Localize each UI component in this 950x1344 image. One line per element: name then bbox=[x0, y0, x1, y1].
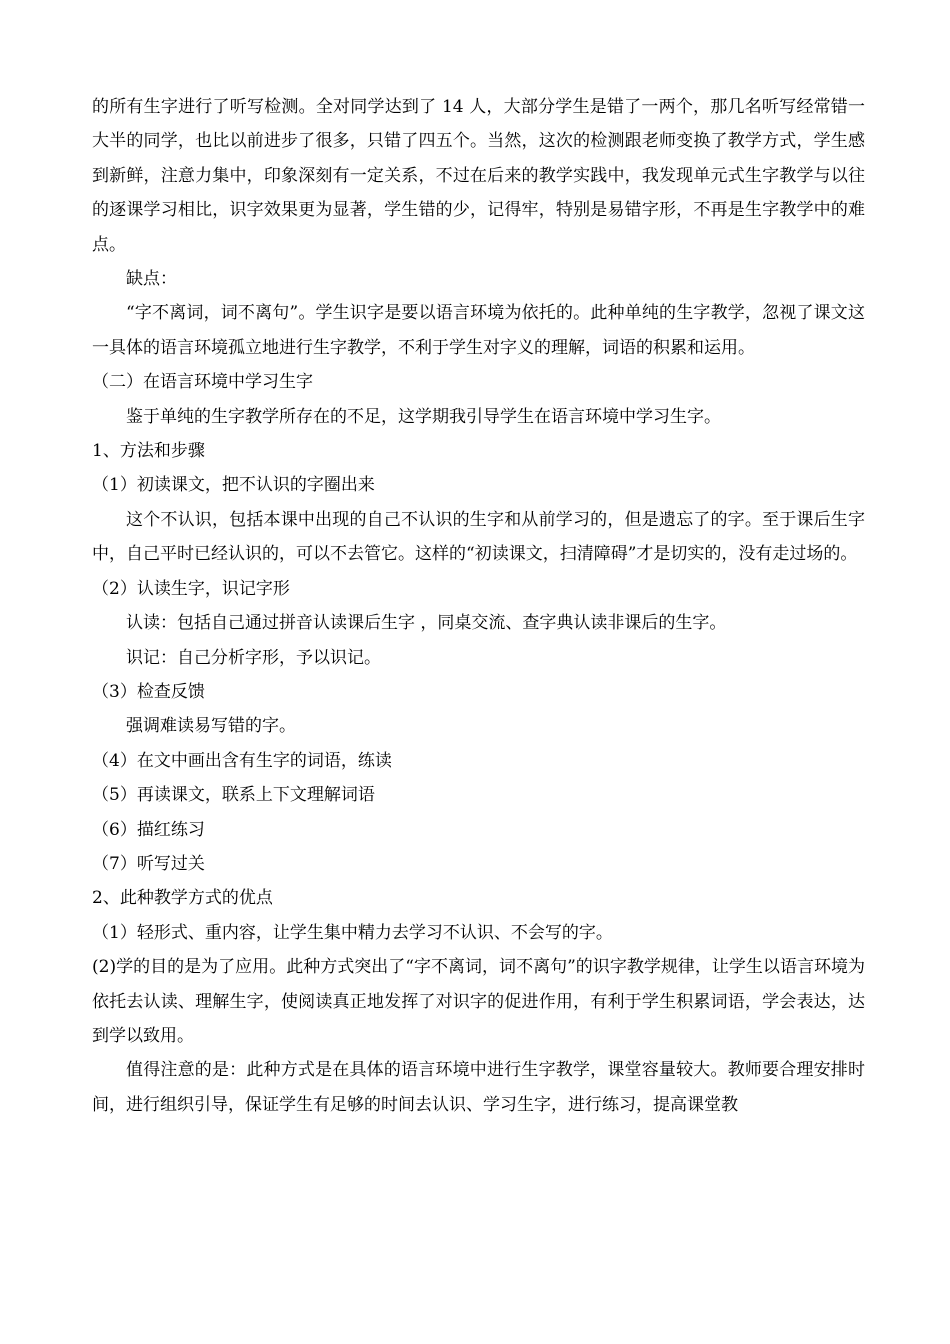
step-6-heading: （6）描红练习 bbox=[92, 819, 205, 840]
step-3-heading: （3）检查反馈 bbox=[92, 681, 205, 702]
step-3-body: 强调难读易写错的字。 bbox=[126, 716, 296, 737]
step-4-heading: （4）在文中画出含有生字的词语，练读 bbox=[92, 750, 392, 771]
paragraph-disadvantage-heading: 缺点： bbox=[126, 269, 177, 290]
paragraph-note: 值得注意的是：此种方式是在具体的语言环境中进行生字教学，课堂容量较大。教师要合理安排时间，进行组织引导，保证学生有足够的时间去认识、学习生字，进行练习，提高课堂教 bbox=[92, 1060, 865, 1115]
step-2-heading: （2）认读生字，识记字形 bbox=[92, 578, 290, 599]
step-5-heading: （5）再读课文，联系上下文理解词语 bbox=[92, 785, 375, 806]
step-2-read: 认读：包括自己通过拼音认读课后生字 ，同桌交流、查字典认读非课后的生字。 bbox=[126, 613, 727, 634]
step-2-memorize: 识记：自己分析字形，予以识记。 bbox=[126, 647, 381, 668]
paragraph-disadvantage-body: “字不离词，词不离句”。学生识字是要以语言环境为依托的。此种单纯的生字教学，忽视了课文这一具体的语言环境孤立地进行生字教学，不利于学生对字义的理解，词语的积累和运用。 bbox=[92, 303, 865, 358]
advantage-1: （1）轻形式、重内容，让学生集中精力去学习不认识、不会写的字。 bbox=[92, 922, 613, 943]
step-7-heading: （7）听写过关 bbox=[92, 853, 205, 874]
subheading-advantages: 2、此种教学方式的优点 bbox=[92, 888, 273, 909]
subheading-methods: 1、方法和步骤 bbox=[92, 441, 205, 462]
advantage-2: (2)学的目的是为了应用。此种方式突出了“字不离词，词不离句”的识字教学规律，让学生以语言环境为依托去认读、理解生字，使阅读真正地发挥了对识字的促进作用，有利于学生积累词语，学会表达，达到学以致用。 bbox=[92, 957, 865, 1046]
step-1-heading: （1）初读课文，把不认识的字圈出来 bbox=[92, 475, 375, 496]
step-1-body: 这个不认识，包括本课中出现的自己不认识的生字和从前学习的，但是遗忘了的字。至于课后生字中，自己平时已经认识的，可以不去管它。这样的“初读课文，扫清障碍”才是切实的，没有走过场的。 bbox=[92, 509, 865, 565]
section-heading-2: （二）在语言环境中学习生字 bbox=[92, 372, 313, 393]
paragraph-dictation-results: 的所有生字进行了听写检测。全对同学达到了 14 人，大部分学生是错了一两个，那几名听写经常错一大半的同学，也比以前进步了很多，只错了四五个。当然，这次的检测跟老师变换了教学方式，学生感到新鲜，注意力集中，印象深刻有一定关系，不过在后来的教学实践中，我发现单元式生字教学与以往的逐课学习相比，识字效果更为显著，学生错的少，记得牢，特别是易错字形，不再是生字教学中的难点。 bbox=[92, 97, 865, 255]
paragraph-section-intro: 鉴于单纯的生字教学所存在的不足，这学期我引导学生在语言环境中学习生字。 bbox=[126, 406, 721, 427]
